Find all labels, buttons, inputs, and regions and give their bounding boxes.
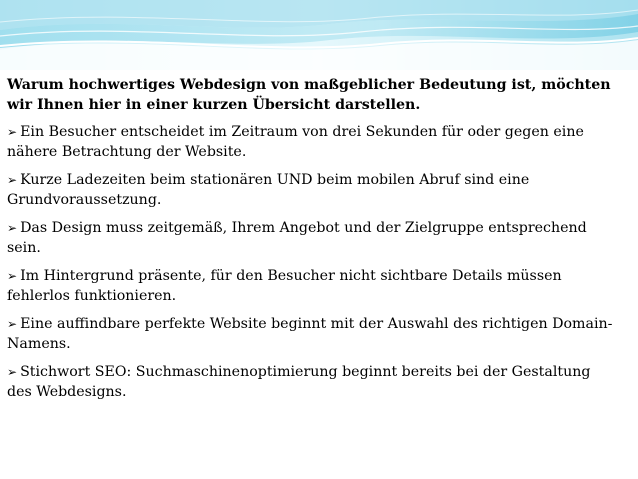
bullet-item <box>7 123 617 162</box>
arrow-bullet-icon: ➢ <box>7 365 18 379</box>
arrow-bullet-icon: ➢ <box>7 125 18 139</box>
arrow-bullet-icon: ➢ <box>7 269 18 283</box>
intro-text: Warum hochwertiges Webdesign von maßgeblicher Bedeutung ist, möchten wir Ihnen hier in einer kurzen Übersicht darstellen. <box>7 77 611 113</box>
header-wave-decoration <box>0 0 638 70</box>
bullet-text: Eine auffindbare perfekte Website beginnt mit der Auswahl des richtigen Domain-Namens. <box>7 316 613 352</box>
arrow-bullet-icon: ➢ <box>7 173 18 187</box>
slide-body <box>7 76 617 411</box>
bullet-item <box>7 315 617 354</box>
arrow-bullet-icon: ➢ <box>7 317 18 331</box>
bullet-text: Stichwort SEO: Suchmaschinenoptimierung beginnt bereits bei der Gestaltung des Webdesigns. <box>7 364 591 400</box>
bullet-text: Kurze Ladezeiten beim stationären UND beim mobilen Abruf sind eine Grundvoraussetzung. <box>7 172 530 208</box>
bullet-text: Das Design muss zeitgemäß, Ihrem Angebot und der Zielgruppe entsprechend sein. <box>7 220 587 256</box>
bullet-item <box>7 267 617 306</box>
arrow-bullet-icon: ➢ <box>7 221 18 235</box>
bullet-text: Im Hintergrund präsente, für den Besucher nicht sichtbare Details müssen fehlerlos funktionieren. <box>7 268 562 304</box>
bullet-item <box>7 363 617 402</box>
bullet-item <box>7 171 617 210</box>
bullet-text: Ein Besucher entscheidet im Zeitraum von drei Sekunden für oder gegen eine nähere Betrachtung der Website. <box>7 124 584 160</box>
bullet-item <box>7 219 617 258</box>
